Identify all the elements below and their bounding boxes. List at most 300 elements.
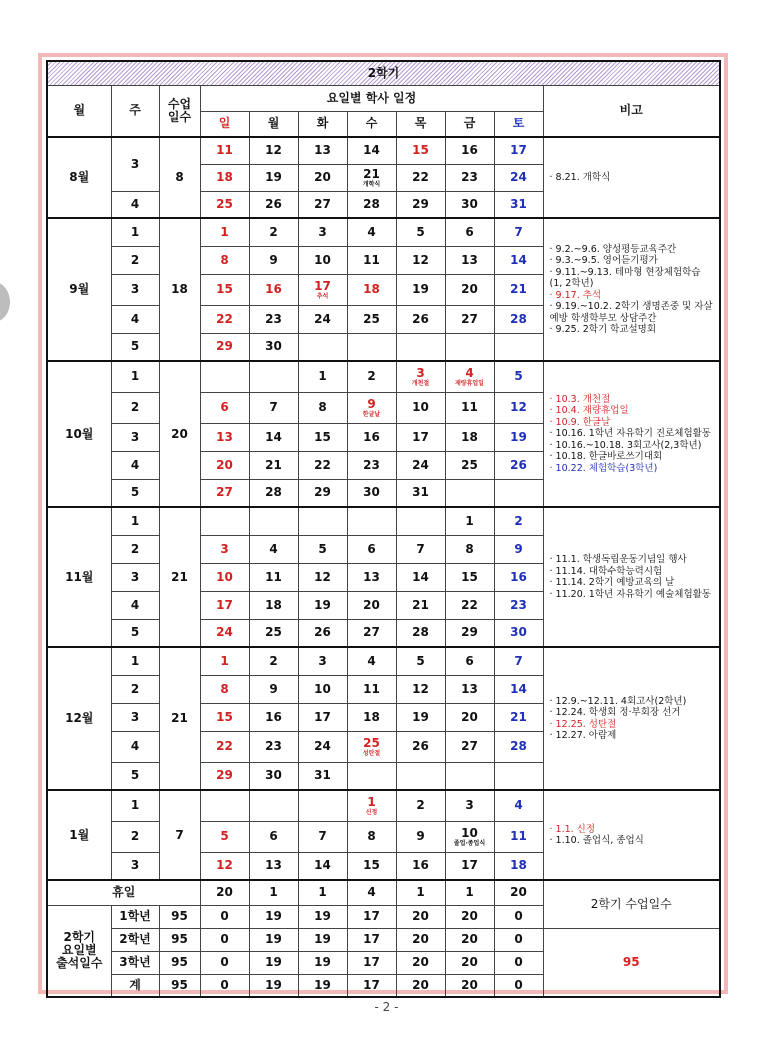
day-cell	[347, 703, 396, 731]
day-cell	[200, 852, 249, 880]
day-cell	[298, 392, 347, 423]
day-cell	[494, 703, 543, 731]
day-event-label: 성탄절	[362, 749, 381, 757]
attendance-count: 19	[298, 951, 347, 974]
day-number: 20	[314, 170, 331, 184]
day-number: 12	[510, 400, 527, 414]
table-row	[47, 85, 720, 111]
day-number: 21	[265, 457, 282, 472]
day-cell	[249, 703, 298, 731]
day-number: 29	[314, 485, 331, 500]
day-cell	[298, 361, 347, 392]
day-number: 18	[216, 170, 233, 184]
day-cell	[249, 191, 298, 218]
day-cell	[445, 731, 494, 762]
day-number: 11	[461, 400, 478, 414]
header-weekday: 금	[445, 111, 494, 137]
day-cell	[445, 821, 494, 852]
header-weekday: 일	[200, 111, 249, 137]
day-number: 26	[412, 311, 429, 326]
day-number: 31	[510, 196, 527, 211]
day-cell	[494, 507, 543, 535]
day-cell	[445, 392, 494, 423]
week-number: 5	[111, 619, 159, 647]
day-cell	[396, 790, 445, 821]
day-cell	[396, 164, 445, 191]
note-line: · 11.20. 1학년 자유학기 예술체험활동	[549, 588, 711, 600]
day-number: 30	[461, 196, 478, 211]
day-cell	[200, 451, 249, 479]
attendance-count: 20	[445, 905, 494, 928]
day-number: 4	[367, 653, 376, 668]
day-cell	[298, 821, 347, 852]
table-row	[47, 218, 720, 246]
table-row	[47, 790, 720, 821]
day-number: 10	[314, 252, 331, 267]
semester-schedule-table	[46, 60, 721, 998]
note-line: · 9.17. 추석	[549, 289, 602, 301]
note-line: · 10.22. 체험학습(3학년)	[549, 462, 658, 474]
day-number: 3	[318, 653, 327, 668]
attendance-count: 0	[494, 974, 543, 997]
day-number: 26	[265, 196, 282, 211]
week-number: 2	[111, 392, 159, 423]
day-cell	[445, 762, 494, 790]
day-number: 4	[367, 224, 376, 239]
day-number: 16	[412, 858, 429, 873]
class-days: 21	[159, 647, 200, 790]
day-cell	[494, 361, 543, 392]
day-cell	[396, 361, 445, 392]
day-number: 12	[412, 681, 429, 696]
day-number: 18	[363, 282, 380, 296]
grade-total: 95	[159, 974, 200, 997]
day-number: 14	[363, 143, 380, 158]
day-cell	[396, 619, 445, 647]
note-line: · 10.18. 한글바로쓰기대회	[549, 451, 663, 463]
day-cell	[396, 191, 445, 218]
day-number: 7	[269, 400, 278, 414]
day-cell	[347, 137, 396, 164]
day-number: 9	[269, 681, 278, 696]
month-label: 9월	[47, 218, 111, 361]
day-number: 28	[363, 196, 380, 211]
day-number: 15	[412, 143, 429, 158]
day-number: 2	[269, 224, 278, 239]
day-event-label: 졸업·종업식	[453, 839, 486, 847]
day-number: 25	[363, 311, 380, 326]
day-cell	[347, 731, 396, 762]
day-cell	[494, 647, 543, 675]
day-number: 17	[461, 858, 478, 873]
day-cell	[494, 762, 543, 790]
day-cell	[298, 274, 347, 305]
day-cell	[347, 591, 396, 619]
attendance-count: 19	[249, 974, 298, 997]
day-cell	[249, 647, 298, 675]
note-cell	[543, 790, 720, 880]
day-number: 31	[412, 485, 429, 500]
day-cell	[200, 591, 249, 619]
day-number: 18	[265, 597, 282, 612]
day-cell	[445, 423, 494, 451]
day-cell	[298, 451, 347, 479]
day-cell	[249, 479, 298, 507]
day-number: 1	[220, 224, 229, 239]
day-cell	[200, 361, 249, 392]
week-number: 3	[111, 563, 159, 591]
day-number: 23	[363, 457, 380, 472]
note-line: (1, 2학년)	[549, 278, 594, 289]
note-line: · 9.11.~9.13. 테마형 현장체험학습	[549, 266, 701, 278]
class-days: 18	[159, 218, 200, 361]
day-number: 8	[220, 681, 229, 696]
note-line: · 9.25. 2학기 학교설명회	[549, 324, 657, 335]
note-line: · 11.1. 학생독립운동기념일 행사	[549, 554, 687, 565]
day-cell	[445, 591, 494, 619]
note-line: · 12.25. 성탄절	[549, 718, 617, 730]
day-cell	[396, 218, 445, 246]
day-number: 21	[363, 166, 380, 181]
day-cell	[347, 423, 396, 451]
day-number: 15	[314, 429, 331, 444]
day-number: 19	[510, 429, 527, 444]
day-cell	[396, 274, 445, 305]
day-cell	[347, 218, 396, 246]
week-number: 2	[111, 246, 159, 274]
day-cell	[445, 451, 494, 479]
attendance-count: 20	[445, 974, 494, 997]
week-number: 4	[111, 191, 159, 218]
day-number: 5	[416, 653, 425, 668]
table-row	[47, 137, 720, 164]
week-number: 2	[111, 535, 159, 563]
day-cell	[249, 305, 298, 333]
day-cell	[298, 423, 347, 451]
day-cell	[298, 647, 347, 675]
header-weekday: 월	[249, 111, 298, 137]
day-cell	[396, 535, 445, 563]
day-cell	[249, 535, 298, 563]
note-cell	[543, 218, 720, 361]
attendance-count: 19	[249, 951, 298, 974]
day-cell	[396, 731, 445, 762]
day-number: 28	[510, 739, 527, 753]
day-number: 13	[461, 252, 478, 267]
day-number: 3	[220, 541, 229, 556]
header-schedule: 요일별 학사 일정	[200, 85, 543, 111]
note-line: · 12.24. 학생회 정·부회장 선거	[549, 707, 681, 718]
attendance-count: 17	[347, 928, 396, 951]
day-number: 12	[314, 569, 331, 584]
day-cell	[445, 535, 494, 563]
day-number: 17	[314, 278, 331, 293]
day-number: 20	[461, 282, 478, 296]
holiday-count: 4	[347, 880, 396, 905]
day-cell	[298, 507, 347, 535]
day-cell	[396, 647, 445, 675]
day-number: 13	[461, 681, 478, 696]
attendance-count: 0	[200, 905, 249, 928]
attendance-count: 17	[347, 951, 396, 974]
day-cell	[347, 191, 396, 218]
day-number: 15	[216, 709, 233, 724]
header-month: 월	[47, 85, 111, 137]
semester-title: 2학기	[47, 61, 720, 85]
week-number: 2	[111, 821, 159, 852]
class-days: 20	[159, 361, 200, 507]
day-cell	[249, 762, 298, 790]
week-number: 3	[111, 274, 159, 305]
day-cell	[200, 191, 249, 218]
day-number: 4	[514, 798, 523, 813]
day-cell	[347, 675, 396, 703]
day-cell	[200, 647, 249, 675]
attendance-count: 20	[396, 905, 445, 928]
note-cell	[543, 137, 720, 218]
day-number: 6	[220, 400, 229, 414]
class-days: 7	[159, 790, 200, 880]
note-cell	[543, 647, 720, 790]
day-cell	[445, 191, 494, 218]
day-number: 5	[514, 369, 523, 384]
day-cell	[494, 479, 543, 507]
attendance-label: 2학기 요일별 출석일수	[47, 905, 111, 997]
day-cell	[494, 563, 543, 591]
day-cell	[494, 305, 543, 333]
grade-label: 3학년	[111, 951, 159, 974]
week-number: 1	[111, 218, 159, 246]
day-number: 27	[363, 625, 380, 640]
day-cell	[200, 703, 249, 731]
day-cell	[445, 305, 494, 333]
day-cell	[200, 218, 249, 246]
day-number: 16	[510, 569, 527, 584]
day-number: 10	[412, 400, 429, 414]
attendance-count: 0	[200, 974, 249, 997]
week-number: 5	[111, 762, 159, 790]
day-cell	[200, 563, 249, 591]
day-number: 11	[363, 252, 380, 267]
day-number: 13	[314, 143, 331, 158]
note-line: 예방 학생학부모 상담주간	[549, 312, 657, 324]
day-cell	[396, 392, 445, 423]
day-number: 8	[318, 400, 327, 414]
day-cell	[347, 361, 396, 392]
day-cell	[445, 703, 494, 731]
day-cell	[249, 790, 298, 821]
day-cell	[200, 731, 249, 762]
note-line: · 10.9. 한글날	[549, 416, 611, 428]
day-number: 12	[216, 858, 233, 873]
day-number: 8	[367, 829, 376, 843]
day-number: 20	[363, 597, 380, 612]
table-row	[47, 61, 720, 85]
day-event-label: 개학식	[362, 180, 381, 188]
attendance-count: 0	[494, 951, 543, 974]
attendance-count: 0	[494, 928, 543, 951]
day-cell	[298, 563, 347, 591]
day-number: 8	[220, 252, 229, 267]
attendance-count: 20	[396, 928, 445, 951]
day-number: 11	[510, 829, 527, 843]
day-number: 7	[416, 541, 425, 556]
day-cell	[347, 246, 396, 274]
day-number: 16	[265, 282, 282, 296]
day-cell	[445, 675, 494, 703]
day-number: 22	[314, 457, 331, 472]
day-cell	[298, 731, 347, 762]
day-cell	[200, 333, 249, 361]
day-number: 13	[216, 429, 233, 444]
day-number: 15	[363, 858, 380, 873]
day-number: 22	[216, 311, 233, 326]
day-event-label: 재량휴업일	[455, 379, 484, 387]
summary-title: 2학기 수업일수	[543, 880, 720, 928]
table-row	[47, 880, 720, 905]
day-number: 6	[465, 224, 474, 239]
day-event-label: 신정	[365, 808, 378, 816]
day-cell	[298, 675, 347, 703]
note-line: · 11.14. 대학수학능력시험	[549, 565, 663, 577]
attendance-count: 19	[249, 905, 298, 928]
day-number: 27	[461, 739, 478, 753]
attendance-count: 17	[347, 905, 396, 928]
day-number: 19	[265, 170, 282, 184]
day-number: 21	[510, 709, 527, 724]
day-number: 11	[265, 569, 282, 584]
attendance-count: 0	[200, 928, 249, 951]
attendance-count: 19	[298, 905, 347, 928]
week-number: 1	[111, 507, 159, 535]
day-cell	[445, 274, 494, 305]
day-cell	[494, 451, 543, 479]
day-cell	[494, 535, 543, 563]
week-number: 3	[111, 703, 159, 731]
day-cell	[249, 731, 298, 762]
note-line: · 9.2.~9.6. 양성평등교육주간	[549, 243, 677, 255]
day-cell	[445, 218, 494, 246]
day-cell	[347, 790, 396, 821]
day-number: 17	[412, 429, 429, 444]
day-cell	[347, 619, 396, 647]
day-number: 16	[265, 709, 282, 724]
day-number: 27	[461, 311, 478, 326]
day-number: 6	[367, 541, 376, 556]
day-number: 19	[412, 709, 429, 724]
day-cell	[445, 246, 494, 274]
note-line: · 10.16.~10.18. 3회고사(2,3학년)	[549, 439, 702, 451]
day-number: 4	[269, 541, 278, 556]
day-number: 15	[216, 282, 233, 296]
day-number: 28	[510, 311, 527, 326]
day-number: 30	[363, 485, 380, 500]
note-line: · 12.27. 아람제	[549, 730, 617, 741]
note-line: · 11.14. 2학기 예방교육의 날	[549, 577, 675, 588]
attendance-count: 20	[445, 928, 494, 951]
day-cell	[494, 591, 543, 619]
day-cell	[396, 821, 445, 852]
day-number: 6	[465, 653, 474, 668]
day-number: 30	[510, 625, 527, 640]
day-number: 22	[216, 739, 233, 753]
day-number: 1	[367, 794, 376, 809]
day-cell	[298, 137, 347, 164]
day-cell	[347, 852, 396, 880]
day-cell	[494, 731, 543, 762]
day-cell	[298, 191, 347, 218]
day-number: 26	[314, 625, 331, 640]
day-number: 12	[265, 143, 282, 158]
holiday-count: 1	[249, 880, 298, 905]
week-number: 4	[111, 305, 159, 333]
day-cell	[200, 619, 249, 647]
day-cell	[445, 479, 494, 507]
attendance-count: 0	[200, 951, 249, 974]
day-cell	[200, 423, 249, 451]
week-number: 1	[111, 790, 159, 821]
day-cell	[200, 137, 249, 164]
day-cell	[298, 246, 347, 274]
day-cell	[249, 392, 298, 423]
day-cell	[396, 305, 445, 333]
day-number: 17	[216, 597, 233, 612]
day-cell	[200, 675, 249, 703]
header-weekday: 토	[494, 111, 543, 137]
day-cell	[396, 423, 445, 451]
day-cell	[396, 479, 445, 507]
day-cell	[445, 852, 494, 880]
day-number: 13	[265, 858, 282, 873]
day-number: 14	[510, 681, 527, 696]
day-cell	[494, 333, 543, 361]
attendance-count: 17	[347, 974, 396, 997]
holiday-count: 1	[396, 880, 445, 905]
day-cell	[200, 246, 249, 274]
day-cell	[347, 392, 396, 423]
week-number: 3	[111, 423, 159, 451]
day-cell	[200, 762, 249, 790]
month-label: 1월	[47, 790, 111, 880]
day-number: 14	[265, 429, 282, 444]
day-number: 23	[265, 311, 282, 326]
day-number: 14	[510, 252, 527, 267]
class-days: 21	[159, 507, 200, 647]
month-label: 12월	[47, 647, 111, 790]
day-number: 22	[461, 597, 478, 612]
day-cell	[249, 675, 298, 703]
day-number: 30	[265, 339, 282, 354]
day-cell	[298, 535, 347, 563]
holiday-count: 20	[494, 880, 543, 905]
note-line: · 1.1. 신정	[549, 823, 596, 835]
day-number: 31	[314, 768, 331, 783]
table-row	[47, 928, 720, 951]
day-cell	[445, 507, 494, 535]
day-cell	[298, 591, 347, 619]
day-number: 27	[314, 196, 331, 211]
note-line: · 10.4. 재량휴업일	[549, 405, 629, 417]
holiday-count: 1	[445, 880, 494, 905]
day-cell	[298, 333, 347, 361]
day-number: 9	[416, 829, 425, 843]
day-cell	[347, 274, 396, 305]
note-line: · 10.16. 1학년 자유학기 진로체험활동	[549, 428, 711, 440]
day-number: 10	[461, 825, 478, 840]
day-cell	[249, 274, 298, 305]
day-cell	[200, 392, 249, 423]
week-number: 4	[111, 731, 159, 762]
